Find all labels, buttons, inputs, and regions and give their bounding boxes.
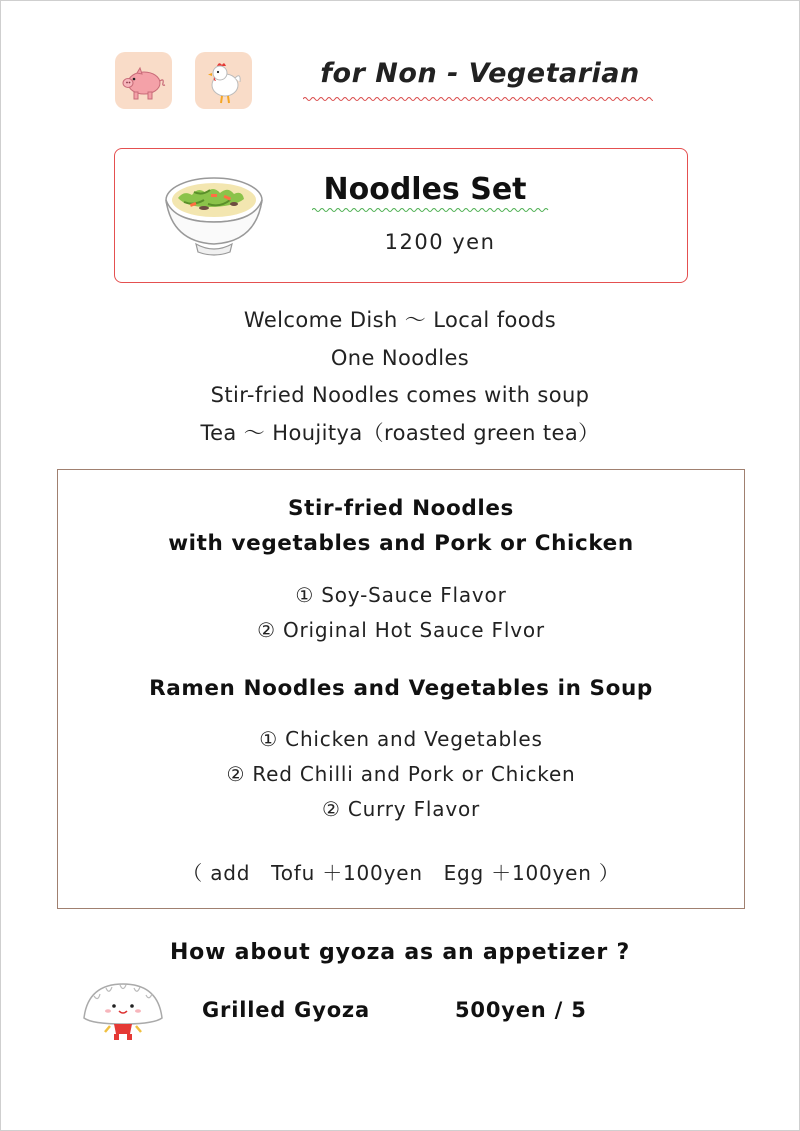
ramen-option: ① Chicken and Vegetables <box>259 727 543 751</box>
ramen-option: ② Curry Flavor <box>321 797 481 821</box>
addons-note: （ add Tofu ＋100yen Egg ＋100yen ） <box>182 861 620 885</box>
gyoza-name: Grilled Gyoza <box>202 998 370 1022</box>
noodle-bowl-icon <box>164 170 264 260</box>
ramen-heading: Ramen Noodles and Vegetables in Soup <box>149 676 653 701</box>
red-squiggle-underline <box>303 96 653 102</box>
stir-fried-heading-line1: Stir-fried Noodles <box>288 496 514 521</box>
ramen-option: ② Red Chilli and Pork or Chicken <box>226 762 576 786</box>
stir-fried-heading-line2: with vegetables and Pork or Chicken <box>168 531 634 556</box>
stir-fried-option: ② Original Hot Sauce Flvor <box>257 618 545 642</box>
includes-item: One Noodles <box>330 345 470 370</box>
noodle-options-box <box>57 469 745 909</box>
includes-item: Tea 〜 Houjitya（roasted green tea） <box>200 420 600 445</box>
stir-fried-option: ① Soy-Sauce Flavor <box>295 583 507 607</box>
chicken-icon <box>195 52 252 109</box>
gyoza-icon <box>80 980 166 1044</box>
category-title: for Non - Vegetarian <box>320 58 640 89</box>
pig-icon <box>115 52 172 109</box>
includes-item: Stir-fried Noodles comes with soup <box>210 383 590 407</box>
green-squiggle-underline <box>312 207 550 213</box>
gyoza-question: How about gyoza as an appetizer ? <box>169 940 631 965</box>
set-includes-list <box>100 302 700 452</box>
gyoza-price: 500yen / 5 <box>455 998 587 1022</box>
includes-item: Welcome Dish 〜 Local foods <box>243 308 557 332</box>
set-price: 1200 yen <box>384 230 496 254</box>
set-title: Noodles Set <box>323 172 527 207</box>
